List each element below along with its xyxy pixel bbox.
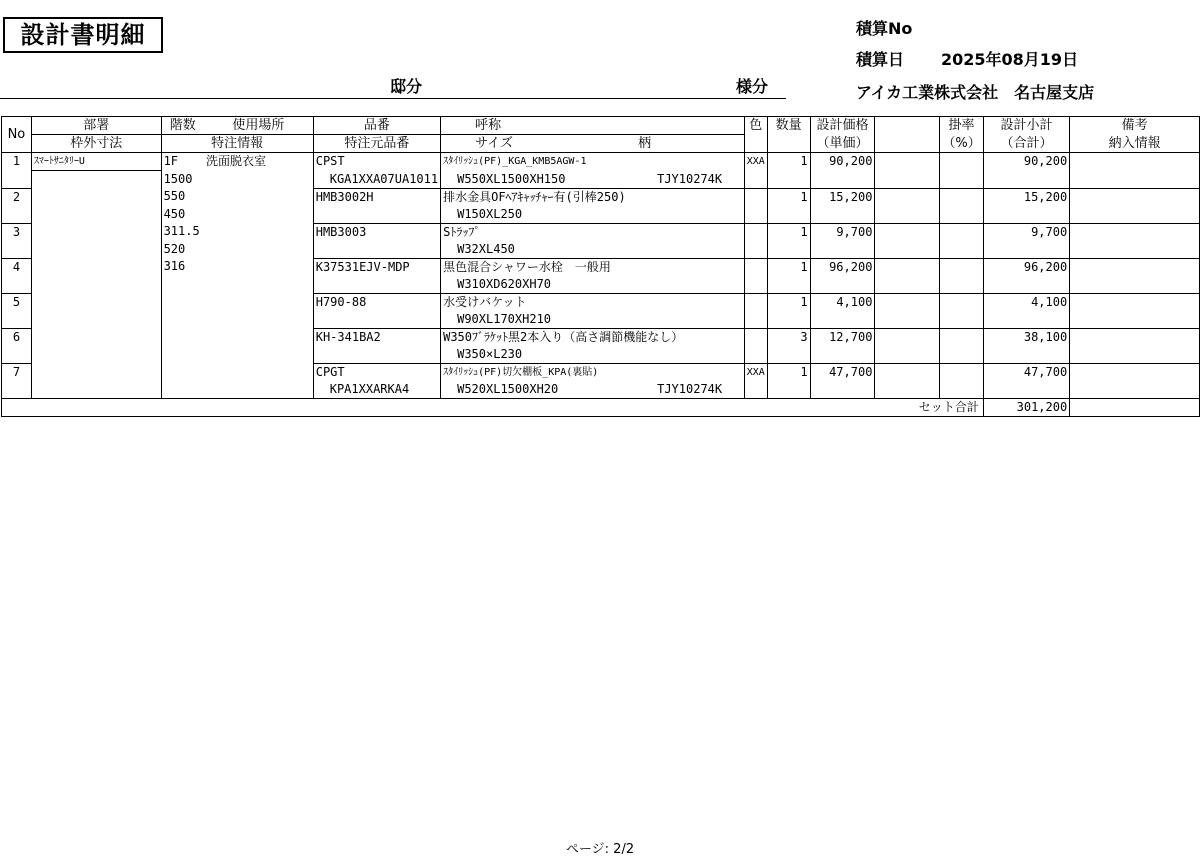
- header-hinban: 品番: [313, 117, 440, 135]
- sama-label: 様分: [736, 77, 769, 96]
- header-shiyo: 使用場所: [204, 117, 313, 135]
- table-row: W310XD620XH70: [2, 276, 1200, 294]
- estimate-no-label: 積算No: [856, 19, 913, 38]
- table-row: 3 311.5 HMB3003 Sﾄﾗｯﾌﾟ 1 9,700 9,700: [2, 223, 1200, 241]
- table-row: 6 KH-341BA2 W350ﾌﾞﾗｹｯﾄ黒2本入り（高さ調節機能なし） 3 12,700 38,100: [2, 328, 1200, 346]
- header-tokuchu: 特注情報: [161, 135, 313, 153]
- estimate-date-label: 積算日: [856, 50, 905, 69]
- table-header-row-2: [2, 135, 1200, 153]
- name-underline: [0, 98, 786, 99]
- header-kosho: 呼称: [441, 117, 745, 135]
- table-header-row-1: [2, 117, 1200, 135]
- detail-table: [1, 116, 1200, 417]
- header-tokuchu-moto: 特注元品番: [313, 135, 440, 153]
- table-row: 7 CPGT ｽﾀｲﾘｯｼｭ(PF)切欠棚板_KPA(裏貼) XXA 1 47,700 47,700: [2, 363, 1200, 381]
- header-suryo: 数量: [767, 117, 810, 135]
- header-blank: [875, 117, 940, 135]
- header-kakeritsu: 掛率: [940, 117, 983, 135]
- page-value: 2/2: [613, 842, 635, 857]
- table-row: 450 W150XL250: [2, 206, 1200, 224]
- header-no: No: [2, 117, 32, 153]
- table-row: 5 H790-88 水受けバケット 1 4,100 4,100: [2, 293, 1200, 311]
- header-gokei: （合計）: [983, 135, 1069, 153]
- table-row: 4 316 K37531EJV-MDP 黒色混合シャワー水栓 一般用 1 96,200 96,200: [2, 258, 1200, 276]
- header-nonyu: 納入情報: [1070, 135, 1200, 153]
- header-iro: 色: [744, 117, 767, 135]
- header-tanka: （単価）: [810, 135, 875, 153]
- header-waku: 枠外寸法: [31, 135, 161, 153]
- header-gara: 柄: [638, 136, 652, 151]
- tei-label: 邸分: [390, 77, 423, 96]
- estimate-date: 2025年08月19日: [941, 50, 1079, 69]
- table-row: W90XL170XH210: [2, 311, 1200, 329]
- company-name: アイカ工業株式会社 名古屋支店: [856, 83, 1095, 102]
- page-indicator: [0, 838, 1200, 857]
- header-size-gara: [441, 135, 745, 153]
- table-row: 2 550 HMB3002H 排水金具OFﾍｱｷｬｯﾁｬｰ有(引棒250) 1 15,200 15,200: [2, 188, 1200, 206]
- document-title: 設計書明細: [3, 17, 163, 53]
- header-busho: 部署: [31, 117, 161, 135]
- total-row: [2, 398, 1200, 416]
- table-row: W350×L230: [2, 346, 1200, 364]
- header-shokei: 設計小計: [983, 117, 1069, 135]
- page-label: ページ:: [565, 842, 610, 857]
- header-biko: 備考: [1070, 117, 1200, 135]
- total-value: 301,200: [983, 398, 1069, 416]
- header-pct: （%）: [940, 135, 983, 153]
- table-row: KPA1XXARKA4 W520XL1500XH20 TJY10274K: [2, 381, 1200, 399]
- total-label: セット合計: [2, 398, 984, 416]
- table-row: 520 W32XL450: [2, 241, 1200, 259]
- header-size: サイズ: [475, 136, 514, 151]
- table-row: 1500 KGA1XXA07UA1011 W550XL1500XH150 TJY10274K: [2, 171, 1200, 189]
- header-kakaku: 設計価格: [810, 117, 875, 135]
- table-row: 1 ｽﾏｰﾄｻﾆﾀﾘｰU 1F 洗面脱衣室 CPST ｽﾀｲﾘｯｼｭ(PF)_KGA_KMB5AGW-1 XXA 1 90,200 90,200: [2, 153, 1200, 171]
- header-kaisu: 階数: [161, 117, 204, 135]
